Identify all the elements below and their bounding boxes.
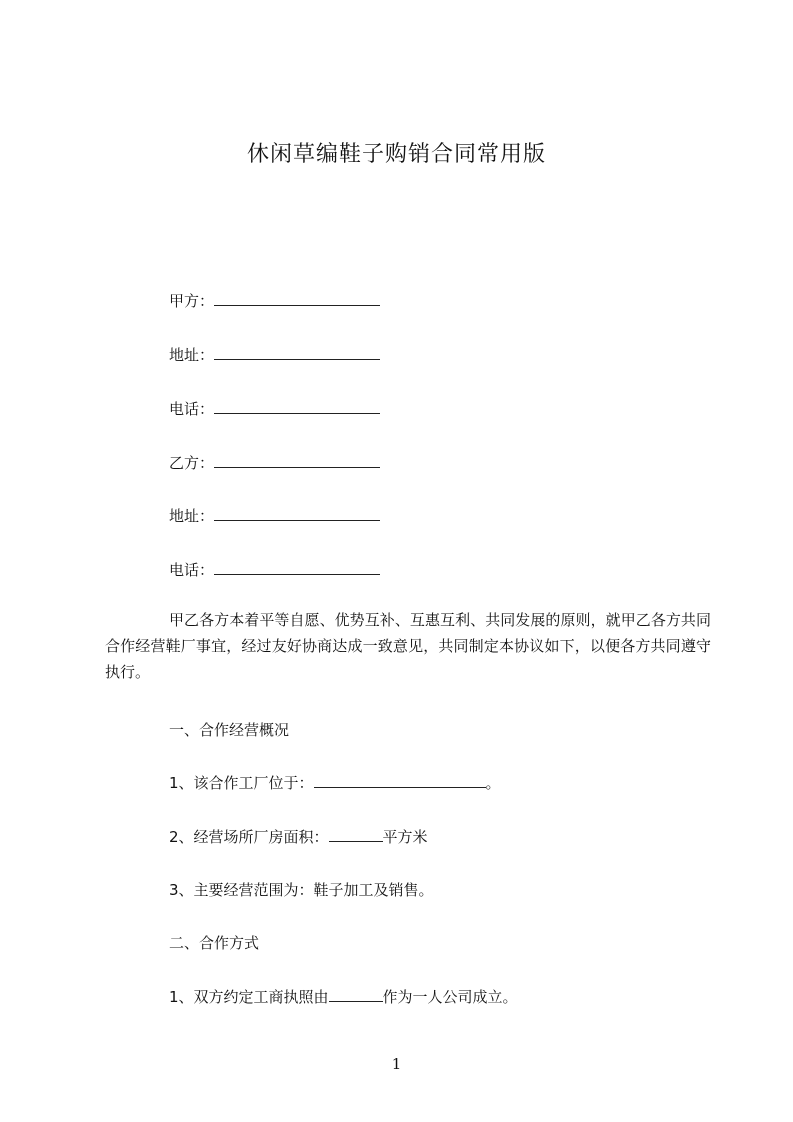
section2-heading: 二、合作方式 — [169, 934, 260, 952]
party-a-phone-label: 电话： — [169, 400, 215, 418]
section1-item3: 3、主要经营范围为：鞋子加工及销售。 — [169, 881, 434, 899]
party-a-name-blank — [214, 290, 380, 306]
party-a-phone-field — [169, 398, 380, 420]
section1-item2 — [169, 826, 428, 848]
party-a-address-blank — [214, 344, 380, 360]
license-holder-blank — [329, 986, 383, 1002]
party-a-address-label: 地址： — [169, 346, 215, 364]
section2-item1 — [169, 986, 518, 1008]
section1-item2-suffix: 平方米 — [382, 828, 428, 846]
party-b-name-label: 乙方： — [169, 454, 215, 472]
factory-location-blank — [314, 772, 486, 788]
section1-item2-prefix: 2、经营场所厂房面积： — [169, 828, 329, 846]
party-a-name-field — [169, 290, 380, 312]
party-a-address-field — [169, 344, 380, 366]
party-a-phone-blank — [214, 398, 380, 414]
section2-item1-suffix: 作为一人公司成立。 — [382, 988, 518, 1006]
party-b-name-field — [169, 452, 380, 474]
section2-item1-prefix: 1、双方约定工商执照由 — [169, 988, 329, 1006]
factory-area-blank — [329, 826, 383, 842]
section1-item1-prefix: 1、该合作工厂位于： — [169, 774, 314, 792]
document-title: 休闲草编鞋子购销合同常用版 — [246, 142, 546, 167]
page-number: 1 — [391, 1055, 402, 1073]
party-b-name-blank — [214, 452, 380, 468]
preamble-paragraph: 甲乙各方本着平等自愿、优势互补、互惠互利、共同发展的原则，就甲乙各方共同合作经营鞋厂事宜，经过友好协商达成一致意见，共同制定本协议如下，以便各方共同遵守执行。 — [105, 611, 711, 681]
party-b-address-label: 地址： — [169, 507, 215, 525]
section1-heading: 一、合作经营概况 — [169, 721, 290, 739]
party-b-address-field — [169, 505, 380, 527]
party-b-phone-blank — [214, 559, 380, 575]
party-b-phone-label: 电话： — [169, 561, 215, 579]
party-b-phone-field — [169, 559, 380, 581]
section1-item1-suffix: 。 — [485, 774, 501, 792]
party-b-address-blank — [214, 505, 380, 521]
section1-item1 — [169, 772, 501, 794]
party-a-name-label: 甲方： — [169, 292, 215, 310]
